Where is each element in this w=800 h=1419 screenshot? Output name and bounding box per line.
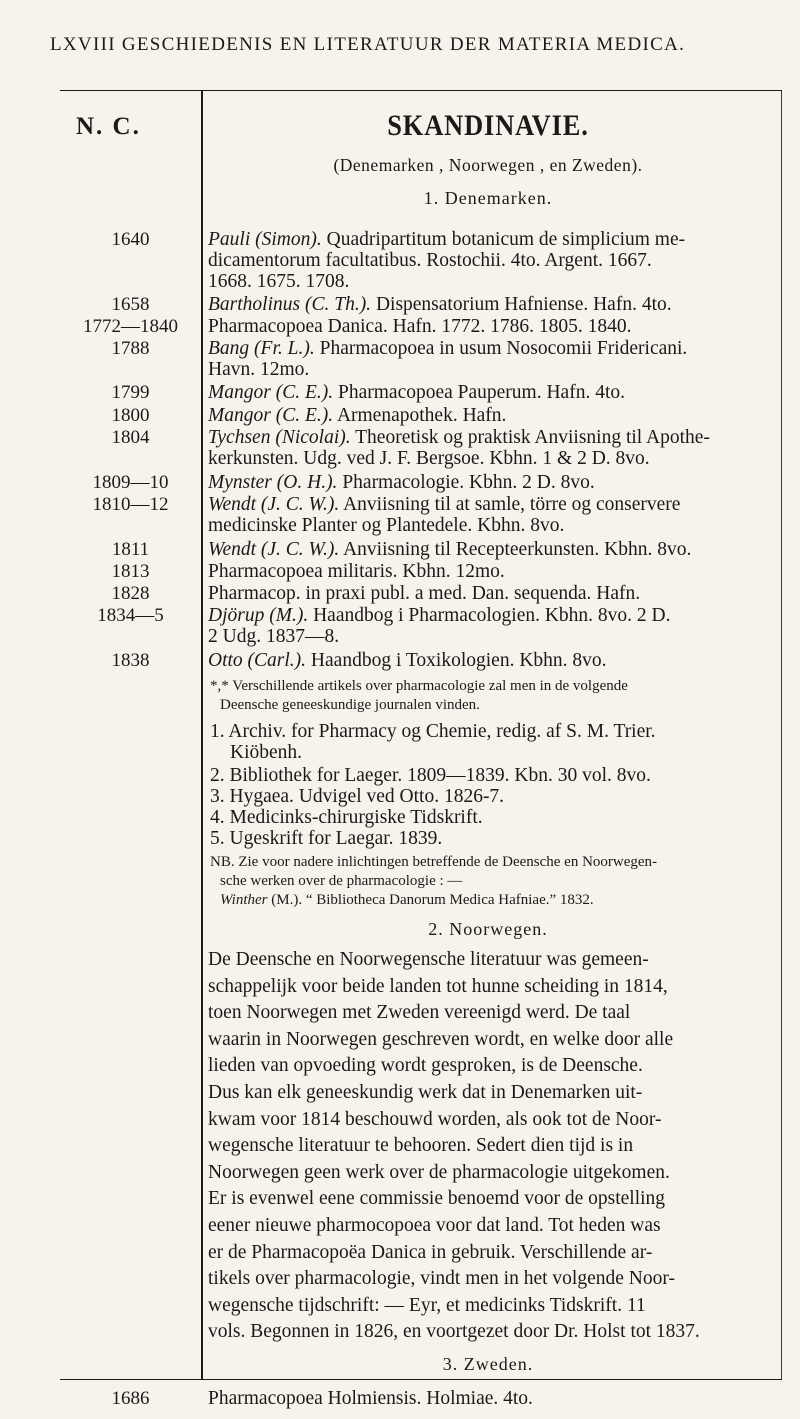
entry-initials: (J. C. W.).	[260, 539, 340, 560]
entry-text: Pharmacopoea militaris. Kbhn. 12mo.	[208, 561, 505, 582]
entry-author: Mangor	[208, 382, 271, 403]
paragraph-line: vols. Begonnen in 1826, en voortgezet door Dr. Holst tot 1837.	[208, 1321, 700, 1343]
entry-author: Djörup	[208, 605, 265, 626]
entry-text: Pharmacop. in praxi publ. a med. Dan. sequenda. Hafn.	[208, 583, 641, 604]
list-item: 5. Ugeskrift for Laegar. 1839.	[210, 828, 443, 849]
right-border	[781, 91, 782, 1379]
paragraph-line: Er is evenwel eene commissie benoemd voor de opstelling	[208, 1188, 666, 1210]
note-author: Winther	[220, 892, 268, 908]
entry-author: Mangor	[208, 405, 271, 426]
paragraph-line: toen Noorwegen met Zweden vereenigd werd. De taal	[208, 1002, 631, 1024]
page-header: LXVIII GESCHIEDENIS EN LITERATUUR DER MATERIA MEDICA.	[50, 34, 686, 55]
entry	[208, 229, 773, 292]
entry-year: 1799	[111, 382, 150, 403]
list-item: 4. Medicinks-chirurgiske Tidskrift.	[210, 807, 483, 828]
entry-author: Pauli	[208, 229, 251, 250]
paragraph-line: wegensche tijdschrift: — Eyr, et medicinks Tidskrift. 11	[208, 1294, 646, 1316]
entry-initials: (Simon).	[255, 229, 322, 250]
entry-text: kerkunsten. Udg. ved J. F. Bergsoe. Kbhn. 1 & 2 D. 8vo.	[208, 448, 650, 469]
entry-text: Dispensatorium Hafniense. Hafn. 4to.	[375, 294, 672, 315]
entry-text: Haandbog i Pharmacologien. Kbhn. 8vo. 2 D.	[313, 605, 671, 626]
paragraph-line: kwam voor 1814 beschouwd worden, als ook tot de Noor-	[208, 1108, 662, 1130]
entry-text: Pharmacologie. Kbhn. 2 D. 8vo.	[342, 472, 595, 493]
list-item: 1. Archiv. for Pharmacy og Chemie, redig. af S. M. Trier.	[210, 721, 656, 742]
entry	[208, 405, 773, 426]
note-line: NB. Zie voor nadere inlichtingen betreffende de Deensche en Noorwegen-	[210, 854, 658, 870]
entry-year: 1810—12	[92, 494, 169, 515]
entry-author: Bartholinus	[208, 294, 301, 315]
noorwegen-paragraph	[208, 947, 773, 1346]
entry-initials: (M.).	[269, 605, 309, 626]
entry	[208, 561, 773, 582]
paragraph-line: schappelijk voor beide landen tot hunne scheiding in 1814,	[208, 975, 668, 997]
entry	[208, 294, 773, 315]
entry-text: 1668. 1675. 1708.	[208, 271, 350, 292]
entry-year: 1658	[111, 294, 150, 315]
entry-text: Anviisning til at samle, törre og conservere	[343, 494, 681, 515]
entry-author: Tychsen	[208, 427, 271, 448]
subsection-noorwegen: 2. Noorwegen.	[428, 919, 548, 939]
entry-year: 1800	[111, 405, 150, 426]
entry-initials: (Carl.).	[247, 650, 307, 671]
column-divider	[201, 91, 203, 1379]
entry-author: Wendt	[208, 494, 257, 515]
entry-initials: (C. E.).	[275, 405, 334, 426]
entry-initials: (Fr. L.).	[254, 338, 315, 359]
entry-text: Haandbog i Toxikologien. Kbhn. 8vo.	[310, 650, 607, 671]
entry-initials: (C. E.).	[275, 382, 334, 403]
entry-year: 1838	[111, 650, 150, 671]
entry-text: Anviisning til Recepteerkunsten. Kbhn. 8vo.	[343, 539, 692, 560]
entry-text: 2 Udg. 1837—8.	[208, 626, 340, 647]
paragraph-line: wegensche literatuur te behooren. Sedert dien tijd is in	[208, 1135, 634, 1157]
entry-text: Pharmacopoea Holmiensis. Holmiae. 4to.	[208, 1388, 533, 1409]
list-item: Kiöbenh.	[230, 742, 303, 763]
paragraph-line: waarin in Noorwegen geschreven wordt, en welke door alle	[208, 1028, 674, 1050]
entry-author: Bang	[208, 338, 250, 359]
entry	[208, 472, 773, 493]
note-line: *,* Verschillende artikels over pharmacologie zal men in de volgende	[210, 678, 628, 694]
subsection-zweden: 3. Zweden.	[442, 1354, 534, 1374]
note-line: (M.). “ Bibliotheca Danorum Medica Hafniae.” 1832.	[271, 892, 594, 908]
entry-text: medicinske Planter og Plantedele. Kbhn. 8vo.	[208, 515, 565, 536]
entry-initials: (O. H.).	[276, 472, 338, 493]
note-line: sche werken over de pharmacologie : —	[220, 873, 463, 889]
entry-initials: (C. Th.).	[304, 294, 372, 315]
column-header-nc: N. C.	[76, 113, 141, 140]
paragraph-line: tikels over pharmacologie, vindt men in het volgende Noor-	[208, 1268, 675, 1290]
entry-year: 1640	[111, 229, 150, 250]
entry-initials: (J. C. W.).	[260, 494, 340, 515]
entry-text: Theoretisk og praktisk Anviisning til Apothe-	[355, 427, 710, 448]
paragraph-line: lieden van opvoeding wordt gesproken, is de Deensche.	[208, 1055, 643, 1077]
entry-author: Otto	[208, 650, 243, 671]
bibliography-table	[60, 90, 782, 1380]
entry-year: 1811	[111, 539, 150, 560]
section-title: SKANDINAVIE.	[387, 109, 589, 142]
entry	[208, 494, 773, 536]
paragraph-line: Dus kan elk geneeskundig werk dat in Denemarken uit-	[208, 1081, 643, 1103]
entry-text: Pharmacopoea in usum Nosocomii Fridericani.	[319, 338, 688, 359]
entry-year: 1828	[111, 583, 150, 604]
note-line: Deensche geneeskundige journalen vinden.	[220, 697, 480, 713]
paragraph-line: De Deensche en Noorwegensche literatuur was gemeen-	[208, 949, 649, 970]
entry-author: Wendt	[208, 539, 257, 560]
entry	[208, 427, 773, 469]
entry	[208, 605, 773, 647]
subsection-denemarken: 1. Denemarken.	[423, 188, 553, 208]
entry-initials: (Nicolai).	[275, 427, 351, 448]
entry-year: 1834—5	[97, 605, 164, 626]
section-subtitle: (Denemarken , Noorwegen , en Zweden).	[333, 155, 643, 175]
list-item: 2. Bibliothek for Laeger. 1809—1839. Kbn. 30 vol. 8vo.	[210, 765, 651, 786]
journal-list	[210, 721, 775, 849]
entry-text: Pharmacopoea Pauperum. Hafn. 4to.	[338, 382, 625, 403]
entry	[208, 650, 773, 671]
entry	[208, 382, 773, 403]
paragraph-line: eener nieuwe pharmocopoea voor dat land. Tot heden was	[208, 1214, 661, 1236]
entry-year: 1788	[111, 338, 150, 359]
entry-text: dicamentorum facultatibus. Rostochii. 4to. Argent. 1667.	[208, 250, 652, 271]
paragraph-line: Noorwegen geen werk over de pharmacologie uitgekomen.	[208, 1161, 670, 1183]
entry-text: Pharmacopoea Danica. Hafn. 1772. 1786. 1805. 1840.	[208, 316, 632, 337]
journals-note	[210, 677, 775, 715]
entry-year: 1804	[111, 427, 150, 448]
entry-year: 1809—10	[92, 472, 169, 493]
entry-text: Armenapothek. Hafn.	[336, 405, 507, 426]
paragraph-line: er de Pharmacopoëa Danica in gebruik. Verschillende ar-	[208, 1241, 653, 1263]
entry-text: Havn. 12mo.	[208, 359, 310, 380]
entry-year: 1772—1840	[83, 316, 178, 337]
entry	[208, 583, 773, 604]
entry	[208, 539, 773, 560]
entry-author: Mynster	[208, 472, 272, 493]
entry-year: 1813	[111, 561, 150, 582]
nb-note	[210, 853, 775, 910]
list-item: 3. Hygaea. Udvigel ved Otto. 1826-7.	[210, 786, 505, 807]
entry-text: Quadripartitum botanicum de simplicium me-	[326, 229, 686, 250]
entry	[208, 316, 773, 337]
entry	[208, 338, 773, 380]
entry-year: 1686	[111, 1388, 150, 1409]
